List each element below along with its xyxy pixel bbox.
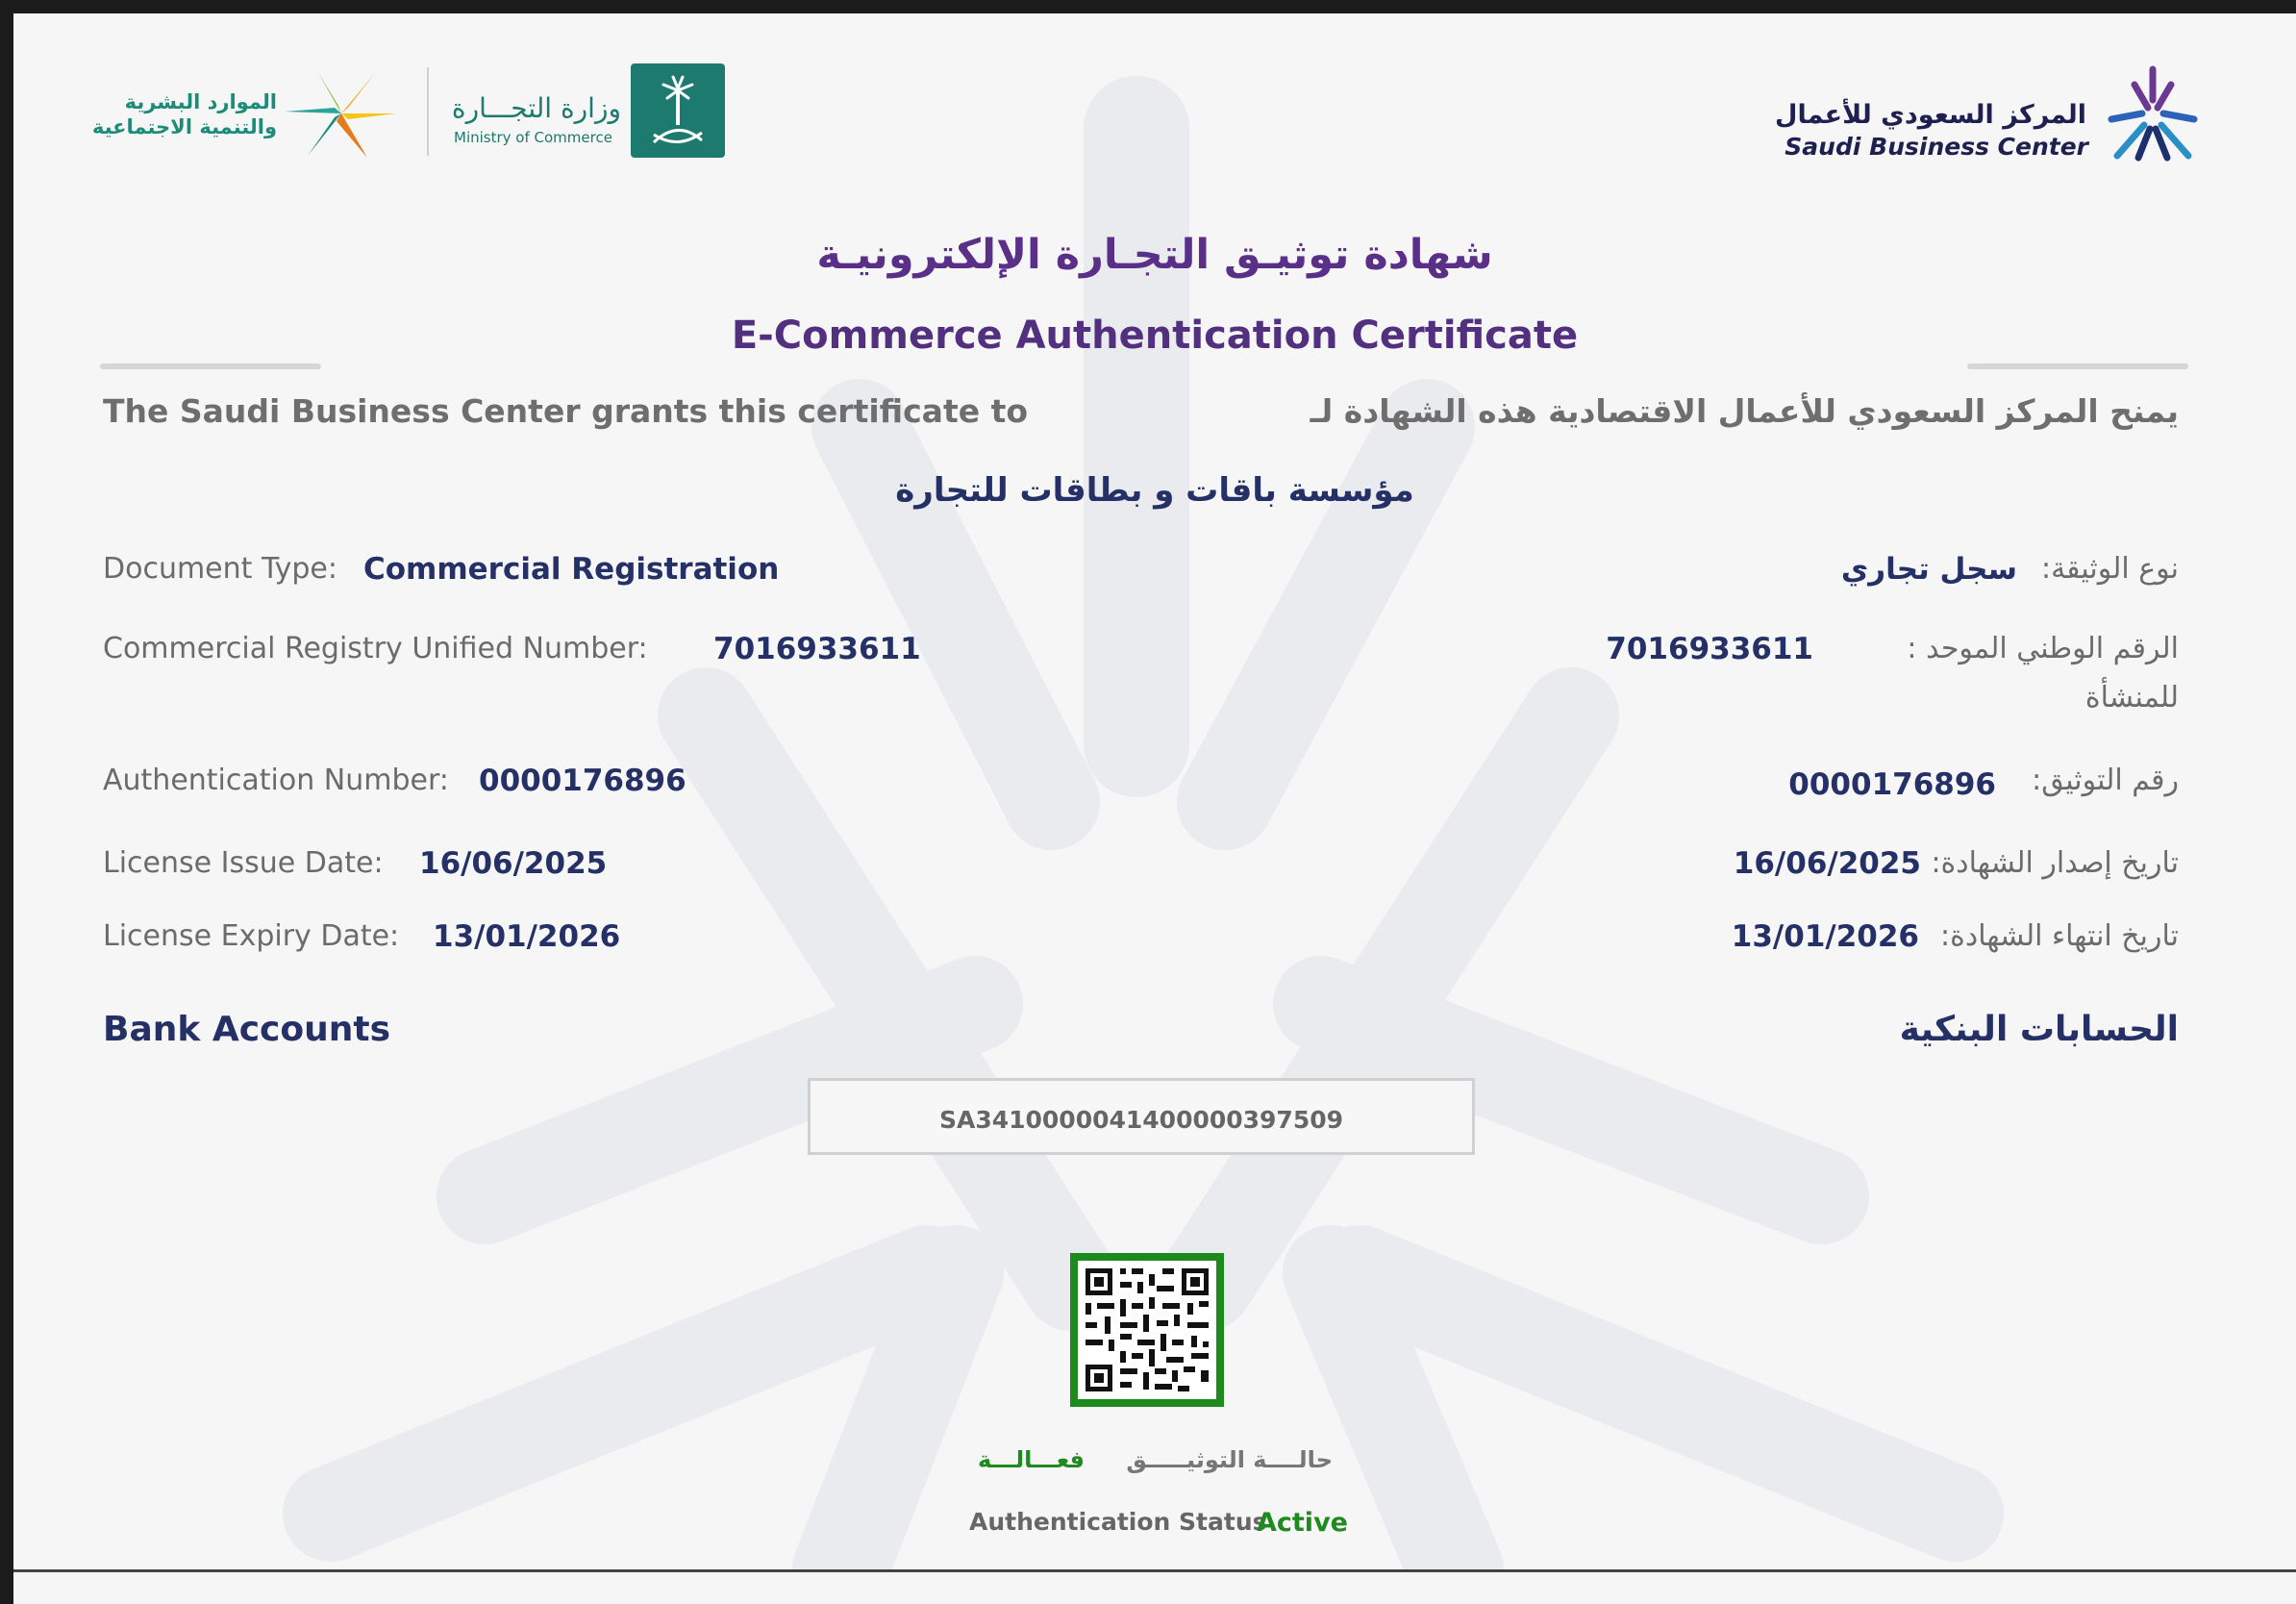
doc-type-value: Commercial Registration bbox=[363, 552, 780, 587]
issue-date-label: License Issue Date: bbox=[103, 846, 384, 880]
expiry-date-value-ar: 13/01/2026 bbox=[1731, 919, 1919, 954]
expiry-date-value: 13/01/2026 bbox=[433, 919, 621, 954]
grant-arabic: يمنح المركز السعودي للأعمال الاقتصادية هذه الشهادة لـ bbox=[1310, 392, 2179, 430]
company-name: مؤسسة باقات و بطاقات للتجارة bbox=[895, 471, 1414, 510]
bank-accounts-heading-ar: الحسابات البنكية bbox=[1899, 1010, 2179, 1049]
expiry-date-label-ar: تاريخ انتهاء الشهادة: bbox=[1940, 919, 2179, 953]
issue-date-label-ar: تاريخ إصدار الشهادة: bbox=[1931, 846, 2179, 880]
status-value: Active bbox=[1257, 1508, 1348, 1538]
divider-left bbox=[100, 363, 321, 369]
status-label: Authentication Status bbox=[969, 1508, 1267, 1536]
expiry-date-label: License Expiry Date: bbox=[103, 919, 400, 953]
iban-value: SA3410000041400000397509 bbox=[938, 1106, 1344, 1134]
issue-date-value: 16/06/2025 bbox=[419, 846, 608, 881]
sbc-logo-english: Saudi Business Center bbox=[1784, 133, 2088, 161]
hr-logo-icon bbox=[279, 63, 404, 163]
bank-accounts-heading: Bank Accounts bbox=[103, 1010, 391, 1049]
auth-number-value-ar: 0000176896 bbox=[1788, 767, 1996, 802]
title-arabic: شهادة توثيـق التجـارة الإلكترونيـة bbox=[816, 231, 1493, 279]
auth-number-value: 0000176896 bbox=[479, 764, 686, 798]
doc-type-label: Document Type: bbox=[103, 552, 337, 586]
unified-number-label-ar-line2: للمنشأة bbox=[2084, 681, 2179, 714]
auth-number-label: Authentication Number: bbox=[103, 764, 449, 797]
qr-code-icon bbox=[1070, 1253, 1224, 1407]
moc-emblem-icon bbox=[631, 63, 725, 158]
sbc-logo-icon bbox=[2100, 62, 2206, 167]
unified-number-label: Commercial Registry Unified Number: bbox=[103, 632, 648, 665]
status-label-ar: حالــــة التوثيـــــق bbox=[1126, 1446, 1333, 1473]
moc-logo-arabic: وزارة التجـــارة bbox=[451, 92, 621, 124]
hr-logo-arabic-line1: الموارد البشرية bbox=[124, 90, 277, 113]
doc-type-value-ar: سجل تجاري bbox=[1840, 552, 2017, 587]
sbc-logo-arabic: المركز السعودي للأعمال bbox=[1775, 100, 2086, 130]
grant-english: The Saudi Business Center grants this certificate to bbox=[103, 392, 1029, 430]
issue-date-value-ar: 16/06/2025 bbox=[1733, 846, 1921, 881]
iban-box bbox=[808, 1078, 1475, 1155]
doc-type-label-ar: نوع الوثيقة: bbox=[2040, 552, 2179, 586]
status-value-ar: فعـــالـــة bbox=[977, 1446, 1085, 1473]
moc-logo-english: Ministry of Commerce bbox=[454, 129, 612, 146]
hr-logo-arabic-line2: والتنمية الاجتماعية bbox=[91, 115, 277, 138]
unified-number-label-ar-line1: الرقم الوطني الموحد : bbox=[1907, 632, 2179, 665]
title-english: E-Commerce Authentication Certificate bbox=[731, 313, 1579, 358]
bottom-strip bbox=[13, 1572, 2296, 1604]
unified-number-value: 7016933611 bbox=[713, 632, 921, 666]
unified-number-value-ar: 7016933611 bbox=[1606, 632, 1813, 666]
logo-divider bbox=[427, 67, 429, 156]
divider-right bbox=[1967, 363, 2188, 369]
auth-number-label-ar: رقم التوثيق: bbox=[2032, 764, 2179, 797]
certificate-page bbox=[13, 13, 2296, 1569]
